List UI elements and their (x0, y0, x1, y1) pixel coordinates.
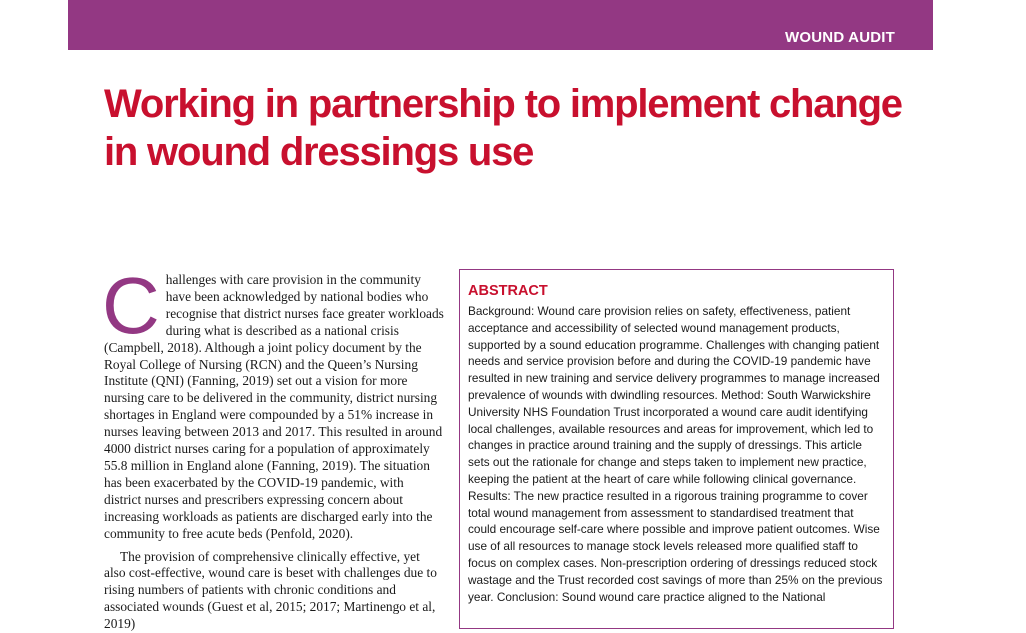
body-paragraph-1 (104, 272, 444, 543)
abstract-box (459, 269, 894, 629)
drop-cap: C (102, 274, 160, 338)
body-paragraph-2: The provision of comprehensive clinically effective, yet also cost-effective, wound care is beset with challenges due to rising numbers of patients with chronic conditions and associated wounds (Guest et al, 2015; 2017; Martinengo et al, 2019) (104, 549, 444, 633)
header-bar (68, 0, 933, 50)
abstract-text: Background: Wound care provision relies on safety, effectiveness, patient acceptance and accessibility of selected wound management products, supported by a sound education programme. Challenges with changing patient needs and service provision before and during the COVID-19 pandemic have resulted in new training and service delivery programmes to manage increased prevalence of wounds with dwindling resources. Method: South Warwickshire University NHS Foundation Trust incorporated a wound care audit identifying local challenges, available resources and areas for improvement, which led to changes in practice around training and the supply of dressings. This article sets out the rationale for change and steps taken to implement new practice, keeping the patient at the heart of care while following clinical governance. Results: The new practice resulted in a rigorous training programme to cover total wound management from assessment to standardised treatment that could encourage self-care where possible and improve patient outcomes. Wise use of all resources to manage stock levels released more qualified staff to focus on complex cases. Non-prescription ordering of dressings reduced stock wastage and the Trust recorded cost savings of more than 25% on the previous year. Conclusion: Sound wound care practice aligned to the National (468, 303, 885, 605)
section-label: WOUND AUDIT (785, 29, 895, 46)
body-paragraph-1-text: hallenges with care provision in the community have been acknowledged by national bodies who recognise that district nurses face greater workloads during what is described as a national crisis (Campbell, 2018). Although a joint policy document by the Royal College of Nursing (RCN) and the Queen’s Nursing Institute (QNI) (Fanning, 2019) set out a vision for more nursing care to be delivered in the community, district nursing shortages in England were compounded by a 51% increase in nurses leaving between 2013 and 2017. This resulted in around 4000 district nurses caring for a population of approximately 55.8 million in England alone (Fanning, 2019). The situation has been exacerbated by the COVID-19 pandemic, with district nurses and prescribers expressing concern about increasing workloads as patients are discharged early into the community to free acute beds (Penfold, 2020). (104, 272, 444, 541)
body-column (104, 272, 444, 633)
abstract-heading: ABSTRACT (468, 283, 885, 299)
article-title: Working in partnership to implement change in wound dressings use (104, 80, 924, 176)
